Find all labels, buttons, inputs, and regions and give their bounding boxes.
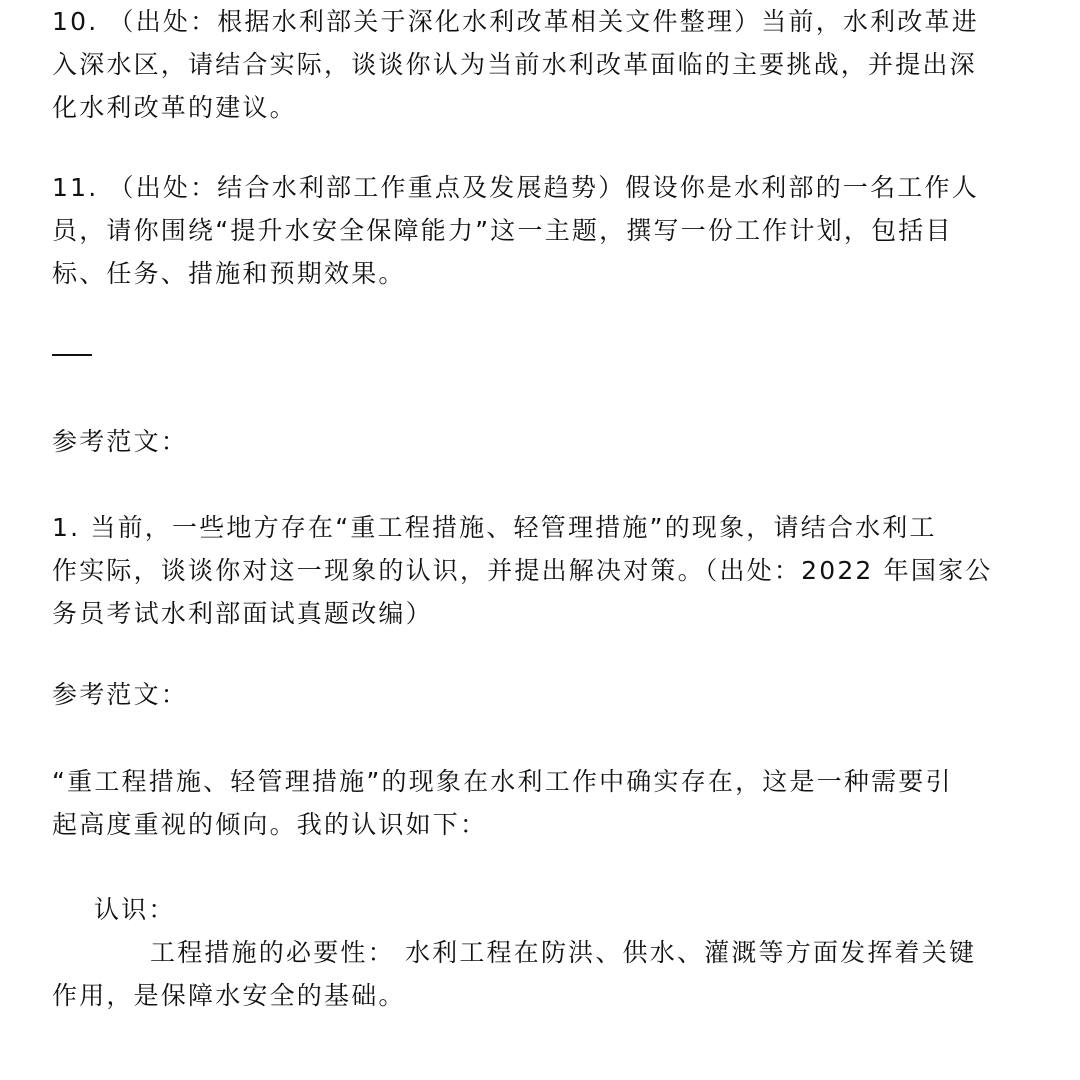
question-1-line-1: 1. 当前，一些地方存在“重工程措施、轻管理措施”的现象，请结合水利工 <box>52 513 937 542</box>
reference-heading-1 <box>52 420 1012 463</box>
question-10-line-3: 化水利改革的建议。 <box>52 93 297 122</box>
question-11-line-1: 11. （出处：结合水利部工作重点及发展趋势）假设你是水利部的一名工作人 <box>52 173 979 202</box>
recognition-label-text: 认识： <box>94 895 176 924</box>
point-1-line-2: 作用，是保障水安全的基础。 <box>52 981 406 1010</box>
question-1 <box>52 506 1012 635</box>
question-11-line-3: 标、任务、措施和预期效果。 <box>52 259 406 288</box>
question-10-line-1: 10. （出处：根据水利部关于深化水利改革相关文件整理）当前，水利改革进 <box>52 7 979 36</box>
point-1 <box>52 931 1012 1017</box>
section-separator <box>52 332 1012 356</box>
answer-intro-line-2: 起高度重视的倾向。我的认识如下： <box>52 810 488 839</box>
question-1-line-3: 务员考试水利部面试真题改编） <box>52 599 433 628</box>
separator-line <box>52 354 92 356</box>
answer-intro-line-1: “重工程措施、轻管理措施”的现象在水利工作中确实存在，这是一种需要引 <box>52 767 953 796</box>
document-page <box>52 0 1012 1080</box>
reference-heading-2 <box>52 673 1012 716</box>
recognition-label <box>94 888 1054 931</box>
question-11-line-2: 员，请你围绕“提升水安全保障能力”这一主题，撰写一份工作计划，包括目 <box>52 216 953 245</box>
answer-intro <box>52 760 1012 846</box>
question-11 <box>52 166 1012 295</box>
question-10-line-2: 入深水区，请结合实际，谈谈你认为当前水利改革面临的主要挑战，并提出深 <box>52 50 977 79</box>
reference-heading-2-text: 参考范文： <box>52 680 189 709</box>
reference-heading-1-text: 参考范文： <box>52 427 189 456</box>
question-1-line-2: 作实际，谈谈你对这一现象的认识，并提出解决对策。（出处：2022 年国家公 <box>52 556 993 585</box>
point-1-line-1: 工程措施的必要性： 水利工程在防洪、供水、灌溉等方面发挥着关键 <box>150 938 977 967</box>
question-10 <box>52 0 1012 129</box>
